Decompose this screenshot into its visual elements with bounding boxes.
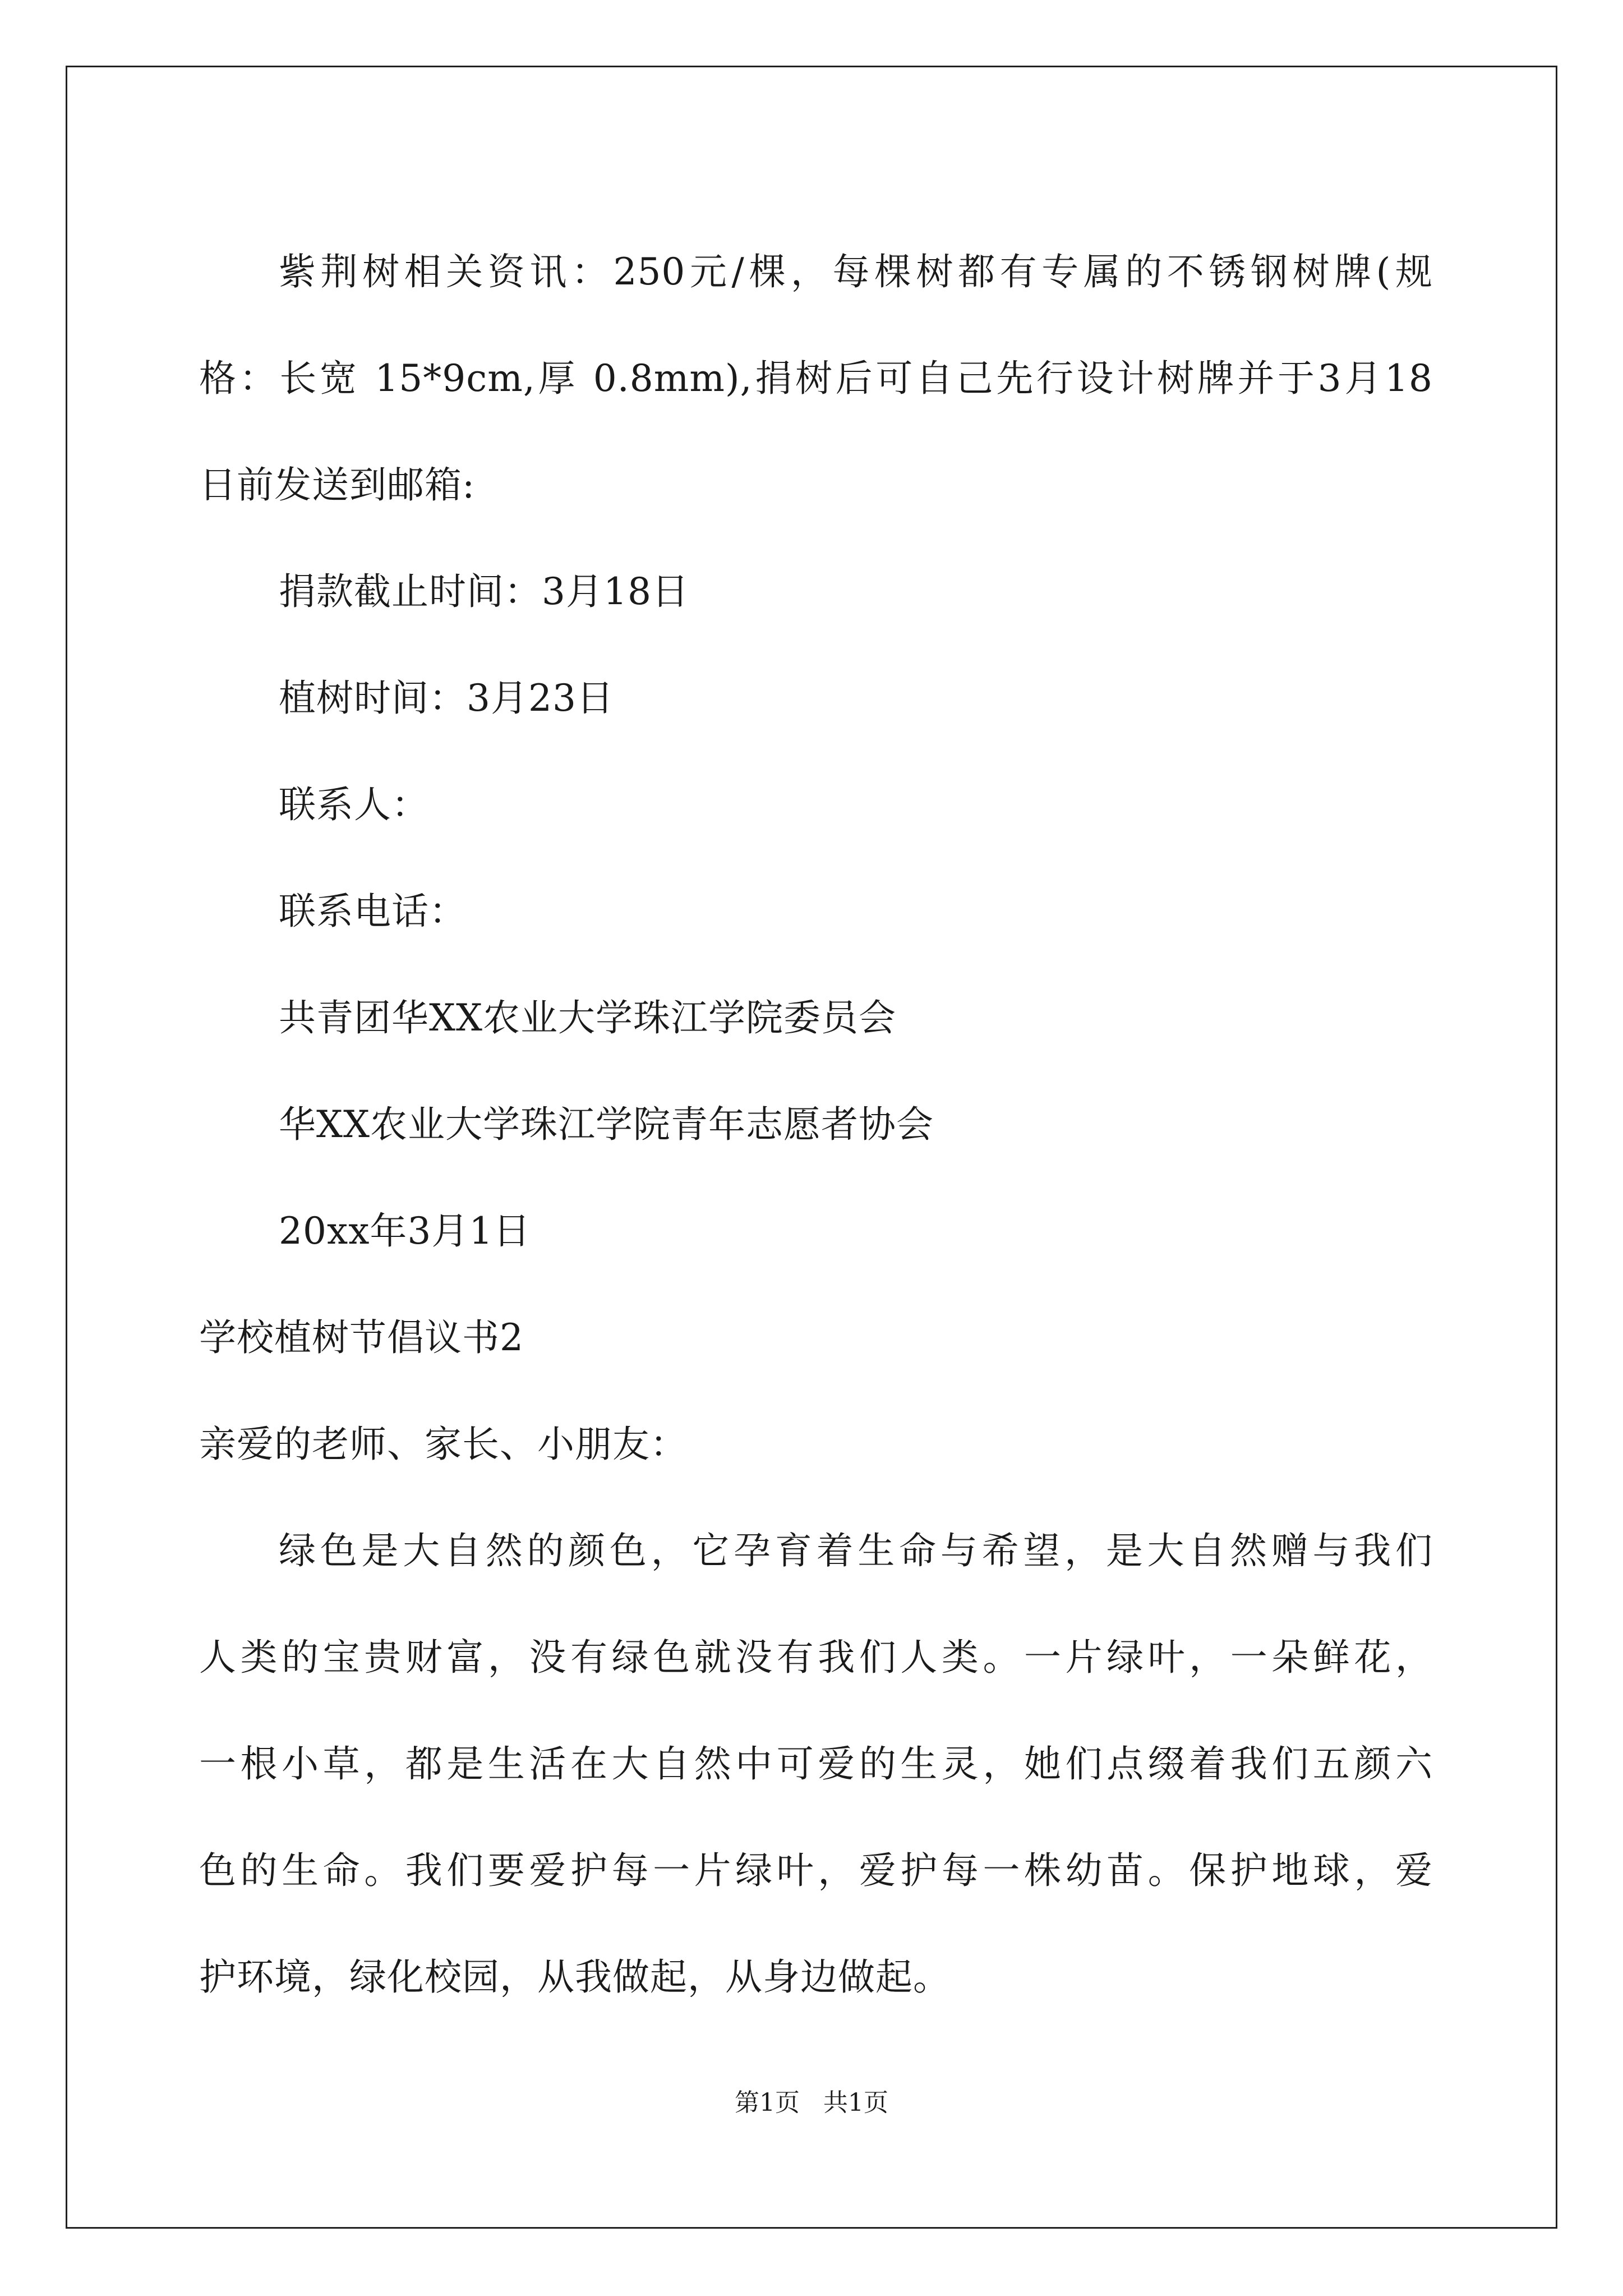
contact-phone-line: 联系电话：: [279, 890, 467, 933]
paragraph-line: 护环境，绿化校园，从我做起，从身边做起。: [199, 1955, 951, 1999]
paragraph-line: 紫荆树相关资讯：250元/棵，每棵树都有专属的不锈钢树牌(规: [279, 250, 1433, 293]
paragraph-line: 绿色是大自然的颜色，它孕育着生命与希望，是大自然赠与我们: [279, 1529, 1433, 1572]
contact-person-line: 联系人：: [279, 783, 429, 826]
deadline-line: 捐款截止时间：3月18日: [279, 570, 689, 613]
planting-time-line: 植树时间：3月23日: [279, 677, 614, 720]
signature-org-2: 华XX农业大学珠江学院青年志愿者协会: [279, 1103, 934, 1146]
page-number: 第1页: [735, 2088, 800, 2117]
paragraph-line: 色的生命。我们要爱护每一片绿叶，爱护每一株幼苗。保护地球，爱: [199, 1849, 1433, 1892]
paragraph-line: 一根小草，都是生活在大自然中可爱的生灵，她们点缀着我们五颜六: [199, 1742, 1433, 1786]
paragraph-line: 日前发送到邮箱:: [199, 463, 476, 507]
page-total: 共1页: [823, 2088, 888, 2117]
signature-date: 20xx年3月1日: [279, 1209, 531, 1253]
document-body: [199, 219, 1433, 2031]
paragraph-line: 人类的宝贵财富，没有绿色就没有我们人类。一片绿叶，一朵鲜花，: [199, 1636, 1433, 1679]
paragraph-line: 格：长宽 15*9cm,厚 0.8mm),捐树后可自己先行设计树牌并于3月18: [199, 357, 1433, 400]
section-title: 学校植树节倡议书2: [199, 1316, 524, 1359]
signature-org-1: 共青团华XX农业大学珠江学院委员会: [279, 996, 896, 1039]
salutation: 亲爱的老师、家长、小朋友：: [199, 1423, 688, 1466]
page-footer: [0, 2082, 1623, 2118]
